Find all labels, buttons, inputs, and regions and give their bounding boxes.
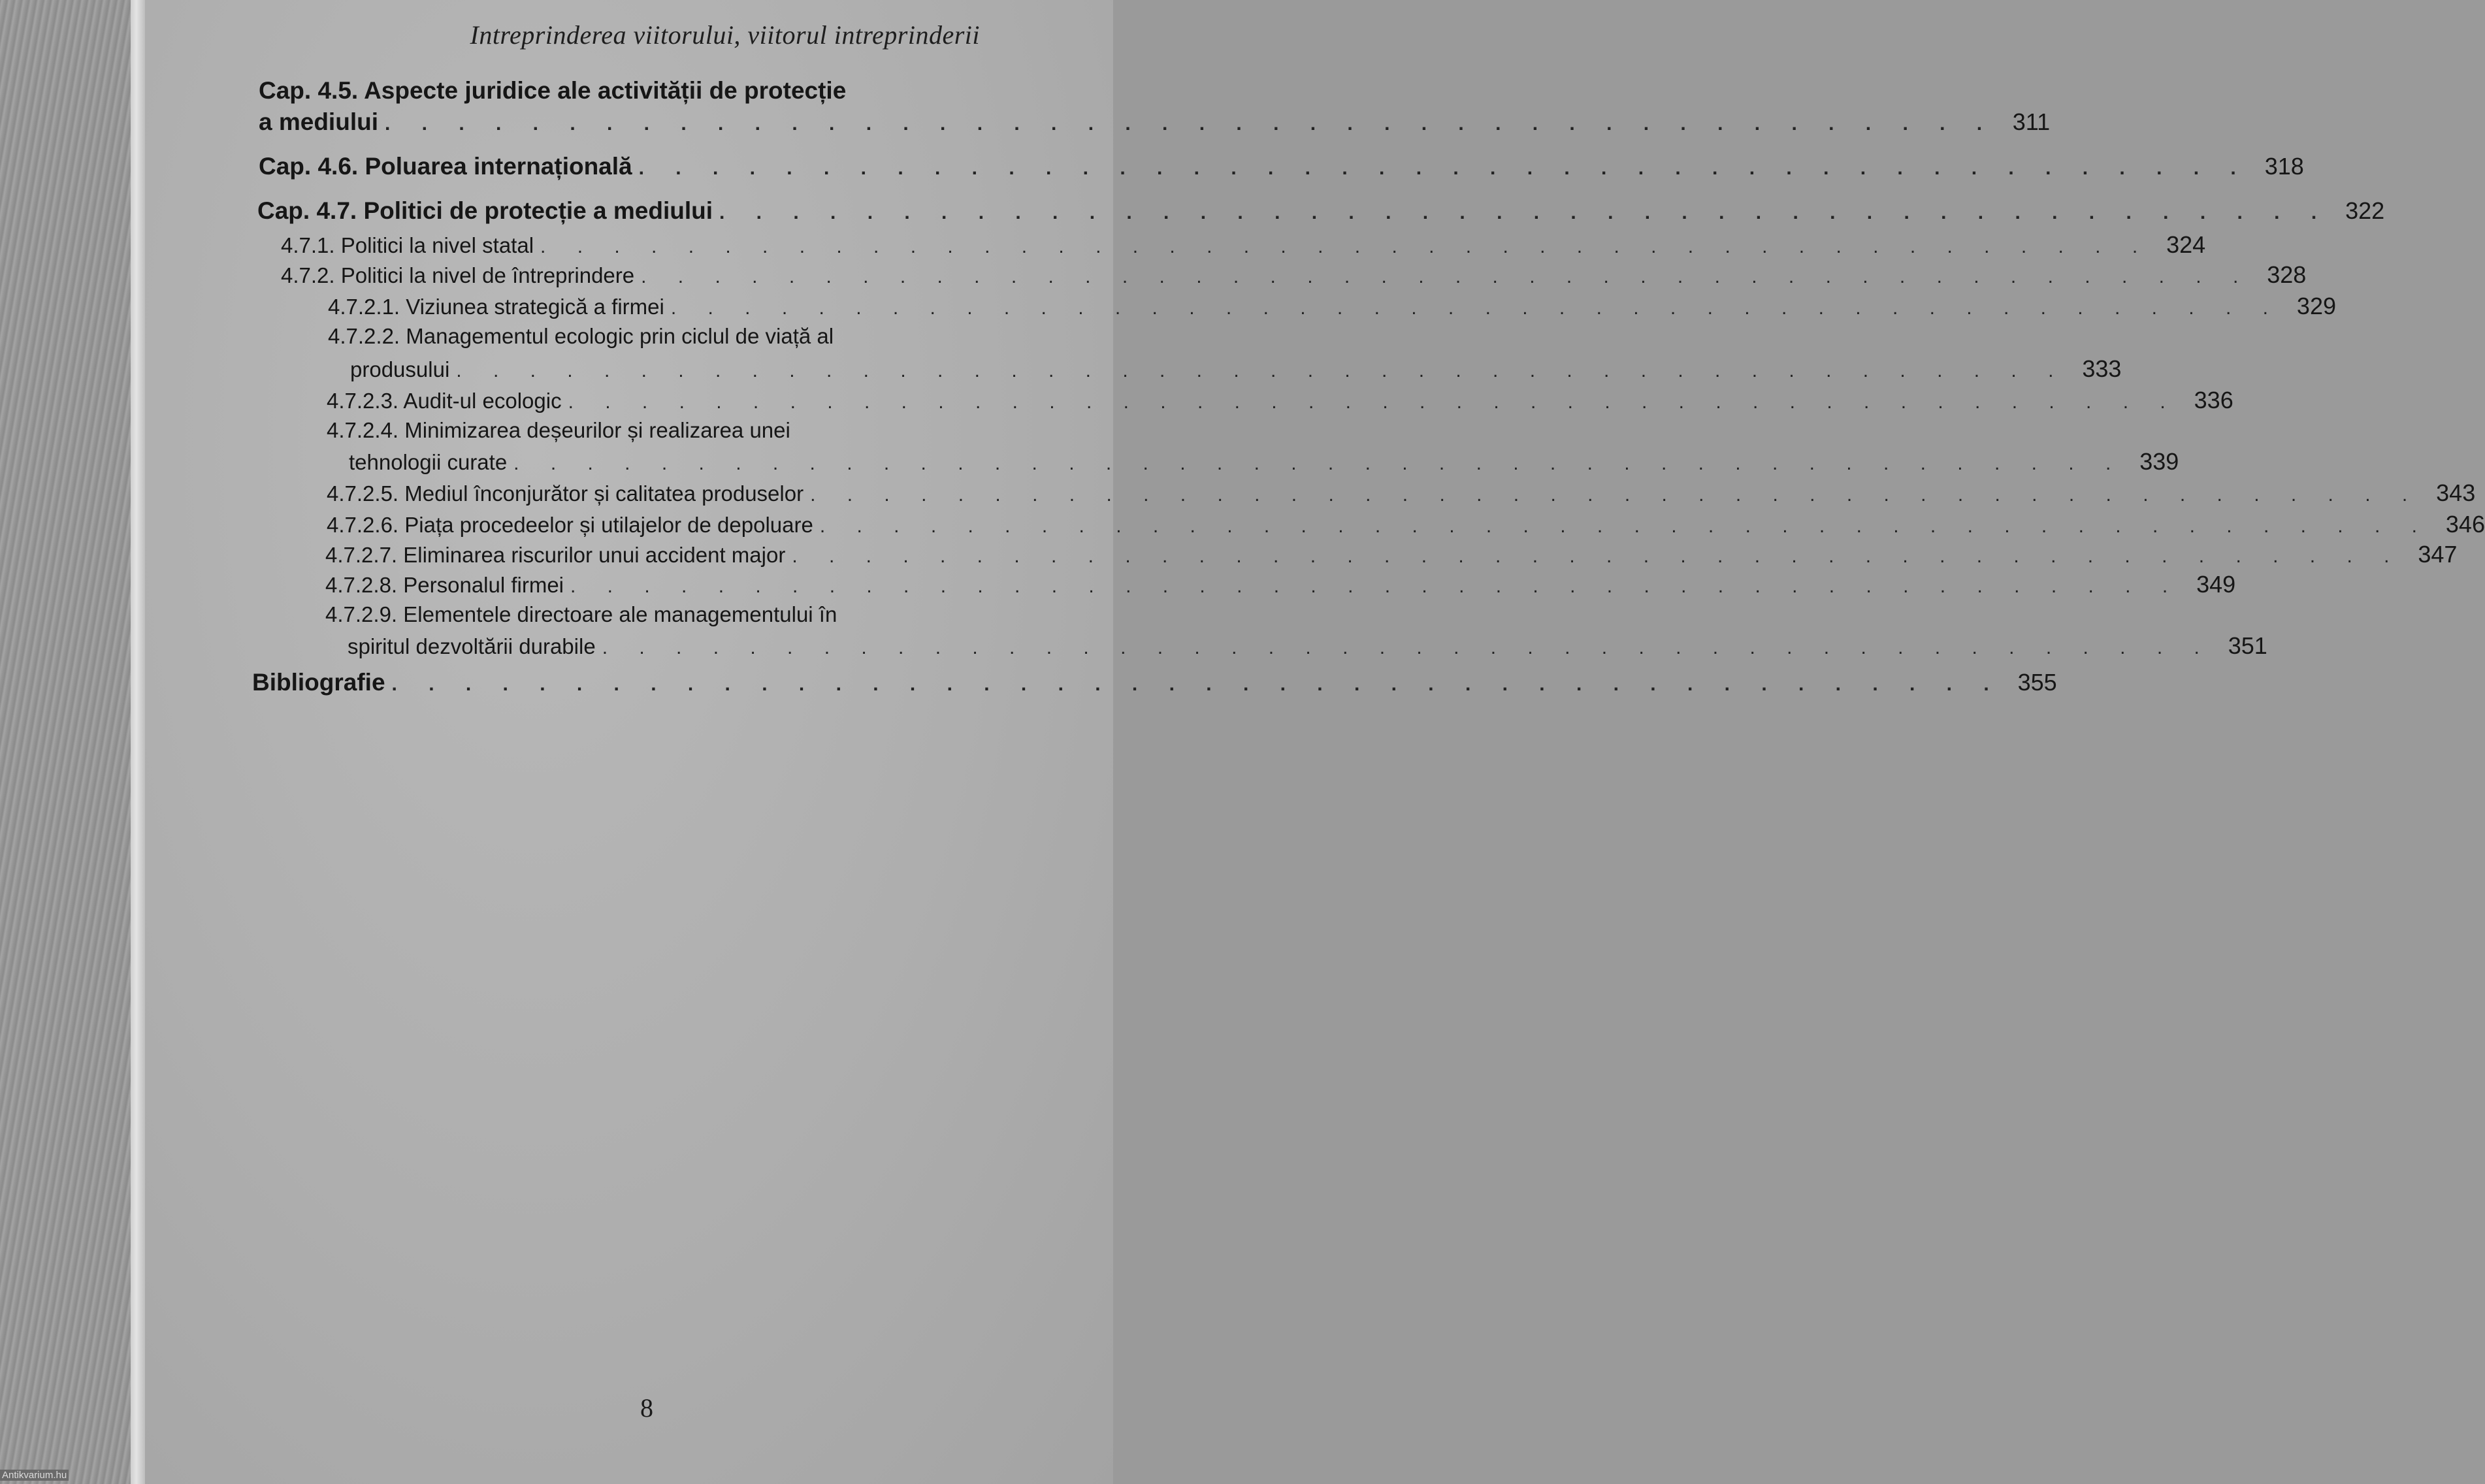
- dot-leader: . . . . . . . . . . . . . . . . . . . . . . . . . . . . . . . . . . . . . . . . . . . .: [384, 113, 1996, 135]
- toc-entry-label: Cap. 4.6. Poluarea internațională: [259, 153, 632, 180]
- toc-entry-4-7-2-8: [325, 571, 2236, 598]
- toc-entry-4-7-2-2-line1: 4.7.2.2. Managementul ecologic prin ciclul de viață al: [328, 324, 834, 348]
- toc-page-number: 351: [2228, 632, 2267, 659]
- toc-entry-4-5-line1: Cap. 4.5. Aspecte juridice ale activității de protecție: [259, 77, 847, 104]
- dot-leader: . . . . . . . . . . . . . . . . . . . . . . . . . . . . . . . . . . . . . . . . . . . .: [670, 297, 2281, 319]
- toc-entry-4-7-2-9: [348, 632, 2267, 660]
- toc-entry-4-7-2-1: [328, 293, 2336, 320]
- dot-leader: . . . . . . . . . . . . . . . . . . . . . . . . . . . . . . . . . . . . . . . . . . . .: [456, 360, 2067, 381]
- dot-leader: . . . . . . . . . . . . . . . . . . . . . . . . . . . . . . . . . . . . . . . . . . . .: [570, 575, 2181, 597]
- dot-leader: . . . . . . . . . . . . . . . . . . . . . . . . . . . . . . . . . . . . . . . . . . . .: [391, 673, 2002, 695]
- toc-entry-label: 4.7.2.7. Eliminarea riscurilor unui accident major: [325, 543, 786, 567]
- toc-entry-label: Cap. 4.7. Politici de protecție a mediului: [257, 197, 713, 224]
- dot-leader: . . . . . . . . . . . . . . . . . . . . . . . . . . . . . . . . . . . . . . . . . . . .: [792, 545, 2403, 567]
- toc-page-number: 311: [2012, 108, 2051, 135]
- toc-page-number: 318: [2264, 153, 2304, 180]
- dot-leader: . . . . . . . . . . . . . . . . . . . . . . . . . . . . . . . . . . . . . . . . . . . .: [819, 515, 2430, 537]
- toc-entry-4-7: [257, 197, 2385, 225]
- toc-entry-4-7-2-9-line1: 4.7.2.9. Elementele directoare ale managementului în: [325, 602, 837, 626]
- page-number: 8: [640, 1393, 653, 1423]
- toc-entry-label: 4.7.2. Politici la nivel de întreprindere: [281, 263, 635, 287]
- toc-entry-4-7-2-4-line1: 4.7.2.4. Minimizarea deșeurilor și realizarea unei: [327, 418, 790, 442]
- toc-page-number: 328: [2267, 261, 2307, 288]
- toc-page-number: 333: [2082, 355, 2122, 382]
- toc-entry-4-7-2-5: [327, 479, 2476, 507]
- dot-leader: . . . . . . . . . . . . . . . . . . . . . . . . . . . . . . . . . . . . . . . . . . . .: [641, 266, 2252, 287]
- toc-page-number: 347: [2418, 541, 2458, 568]
- toc-entry-label: Bibliografie: [252, 669, 385, 696]
- watermark: Antikvarium.hu: [0, 1470, 69, 1481]
- toc-entry-label: 4.7.2.3. Audit-ul ecologic: [327, 389, 562, 413]
- toc-page-number: 343: [2436, 479, 2476, 506]
- toc-entry-label: 4.7.2.5. Mediul înconjurător și calitatea produselor: [327, 481, 804, 506]
- toc-entry-label: tehnologii curate: [349, 450, 508, 474]
- toc-page-number: 336: [2194, 387, 2233, 413]
- toc-page-number: 322: [2345, 197, 2385, 224]
- toc-entry-4-7-2: [281, 261, 2307, 289]
- dot-leader: . . . . . . . . . . . . . . . . . . . . . . . . . . . . . . . . . . . . . . . . . . . .: [568, 391, 2179, 413]
- toc-entry-4-7-2-4: [349, 448, 2179, 476]
- toc-entry-4-7-2-3: [327, 387, 2233, 414]
- toc-entry-label: 4.7.2.8. Personalul firmei: [325, 573, 564, 597]
- toc-page-number: 324: [2166, 231, 2206, 258]
- toc-entry-label: 4.7.2.1. Viziunea strategică a firmei: [328, 295, 664, 319]
- toc-entry-4-7-2-6: [327, 511, 2485, 538]
- toc-entry-4-7-1: [281, 231, 2206, 259]
- running-header: Intreprinderea viitorului, viitorul intreprinderii: [470, 20, 980, 50]
- toc-entry-label: a mediului: [259, 108, 378, 135]
- toc-page-number: 349: [2196, 571, 2236, 598]
- toc-entry-label: produsului: [350, 357, 450, 381]
- toc-entry-4-7-2-2: [350, 355, 2122, 383]
- dot-leader: . . . . . . . . . . . . . . . . . . . . . . . . . . . . . . . . . . . . . . . . . . . .: [513, 453, 2124, 474]
- toc-entry-label: 4.7.1. Politici la nivel statal: [281, 233, 534, 257]
- toc-entry-4-7-2-7: [325, 541, 2458, 568]
- toc-page-number: 355: [2017, 669, 2057, 696]
- dot-leader: . . . . . . . . . . . . . . . . . . . . . . . . . . . . . . . . . . . . . . . . . . . .: [602, 637, 2213, 658]
- toc-page-number: 329: [2296, 293, 2336, 319]
- toc-entry-bibliografie: [252, 669, 2057, 696]
- toc-entry-label: 4.7.2.6. Piața procedeelor și utilajelor de depoluare: [327, 513, 813, 537]
- dot-leader: . . . . . . . . . . . . . . . . . . . . . . . . . . . . . . . . . . . . . . . . . . . .: [719, 202, 2330, 223]
- dot-leader: . . . . . . . . . . . . . . . . . . . . . . . . . . . . . . . . . . . . . . . . . . . .: [540, 236, 2151, 257]
- toc-entry-label: spiritul dezvoltării durabile: [348, 634, 596, 658]
- toc-page-number: 346: [2445, 511, 2485, 538]
- toc-entry-4-6: [259, 153, 2304, 180]
- dot-leader: . . . . . . . . . . . . . . . . . . . . . . . . . . . . . . . . . . . . . . . . . . . .: [810, 484, 2421, 506]
- toc-page-number: 339: [2139, 448, 2179, 475]
- dot-leader: . . . . . . . . . . . . . . . . . . . . . . . . . . . . . . . . . . . . . . . . . . . .: [638, 157, 2249, 179]
- toc-entry-4-5: [259, 108, 2051, 136]
